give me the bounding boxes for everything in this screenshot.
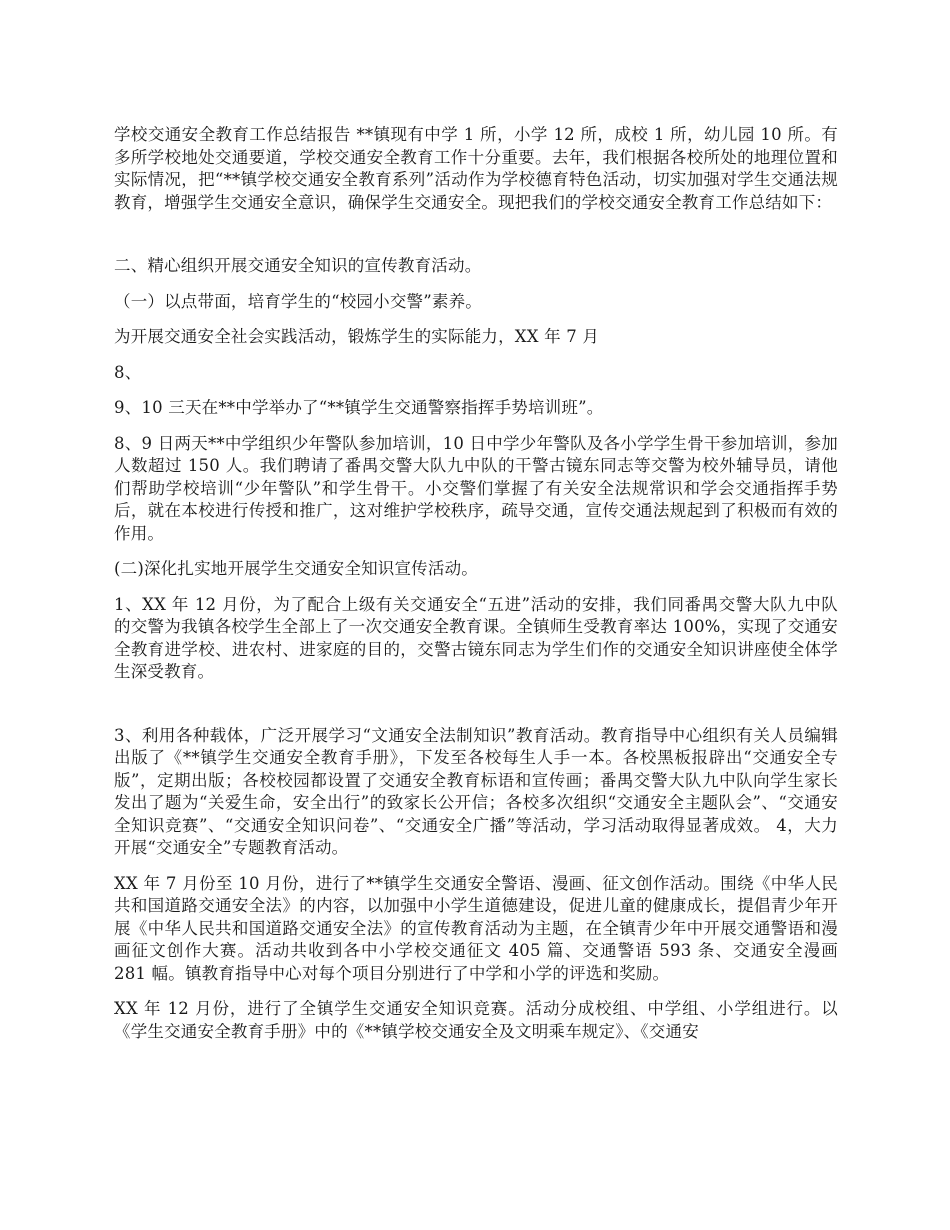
paragraph-creation-activity: XX 年 7 月份至 10 月份，进行了**镇学生交通安全警语、漫画、征文创作活动。围绕《中华人民共和国道路交通安全法》的内容，以加强中小学生道德建设，促进儿童的健康成长，提倡青少年开展《中华人民共和国道路交通安全法》的宣传教育活动为主题，在全镇青少年中开展交通警语和漫画征文创作大赛。活动共收到各中小学校交通征文 405 篇、交通警语 593 条、交通安全漫画 281 幅。镇教育指导中心对每个项目分别进行了中学和小学的评选和奖励。 bbox=[114, 873, 838, 983]
paragraph-item-1: 1、XX 年 12 月份，为了配合上级有关交通安全“五进”活动的安排，我们同番禺交警大队九中队的交警为我镇各校学生全部上了一次交通安全教育课。全镇师生受教育率达 100%，实现了交通安全教育进学校、进农村、进家庭的目的，交警古镜东同志为学生们作的交通安全知识讲座使全体学生深受教育。 bbox=[114, 594, 838, 681]
section-heading-2: 二、精心组织开展交通安全知识的宣传教育活动。 bbox=[114, 256, 482, 275]
paragraph-training-class: 9、10 三天在**中学举办了“**镇学生交通警察指挥手势培训班”。 bbox=[114, 398, 604, 417]
document-body bbox=[114, 124, 838, 1056]
paragraph-date-fragment: 8、 bbox=[114, 362, 142, 382]
paragraph-intro: 学校交通安全教育工作总结报告 **镇现有中学 1 所，小学 12 所，成校 1 所，幼儿园 10 所。有多所学校地处交通要道，学校交通安全教育工作十分重要。去年，我们根据各校所处的地理位置和实际情况，把“**镇学校交通安全教育系列”活动作为学校德育特色活动，切实加强对学生交通法规教育，增强学生交通安全意识，确保学生交通安全。现把我们的学校交通安全教育工作总结如下： bbox=[114, 125, 838, 212]
blank-gap bbox=[114, 697, 838, 725]
paragraph-practice-intro: 为开展交通安全社会实践活动，锻炼学生的实际能力，XX 年 7 月 bbox=[114, 327, 600, 346]
paragraph-knowledge-contest: XX 年 12 月份，进行了全镇学生交通安全知识竞赛。活动分成校组、中学组、小学组进行。以《学生交通安全教育手册》中的《**镇学校交通安全及文明乘车规定》、《交通安 bbox=[114, 999, 838, 1041]
blank-gap bbox=[114, 227, 838, 255]
paragraph-training-details: 8、9 日两天**中学组织少年警队参加培训，10 日中学少年警队及各小学学生骨干参加培训，参加人数超过 150 人。我们聘请了番禺交警大队九中队的干警古镜东同志等交警为校外辅导员，请他们帮助学校培训“少年警队”和学生骨干。小交警们掌握了有关安全法规常识和学会交通指挥手势后，就在本校进行传授和推广，这对维护学校秩序，疏导交通，宣传交通法规起到了积极而有效的作用。 bbox=[114, 433, 838, 543]
subsection-heading-1: （一）以点带面，培育学生的“校园小交警”素养。 bbox=[114, 291, 482, 311]
paragraph-item-3: 3、利用各种载体，广泛开展学习“文通安全法制知识”教育活动。教育指导中心组织有关人员编辑出版了《**镇学生交通安全教育手册》，下发至各校每生人手一本。各校黑板报辟出“交通安全专版”，定期出版；各校校园都设置了交通安全教育标语和宣传画；番禺交警大队九中队向学生家长发出了题为“关爱生命，安全出行”的致家长公开信；各校多次组织“交通安全主题队会”、“交通安全知识竞赛”、“交通安全知识问卷”、“交通安全广播”等活动，学习活动取得显著成效。 4，大力开展“交通安全”专题教育活动。 bbox=[114, 725, 838, 857]
subsection-heading-2: (二)深化扎实地开展学生交通安全知识宣传活动。 bbox=[114, 559, 478, 578]
